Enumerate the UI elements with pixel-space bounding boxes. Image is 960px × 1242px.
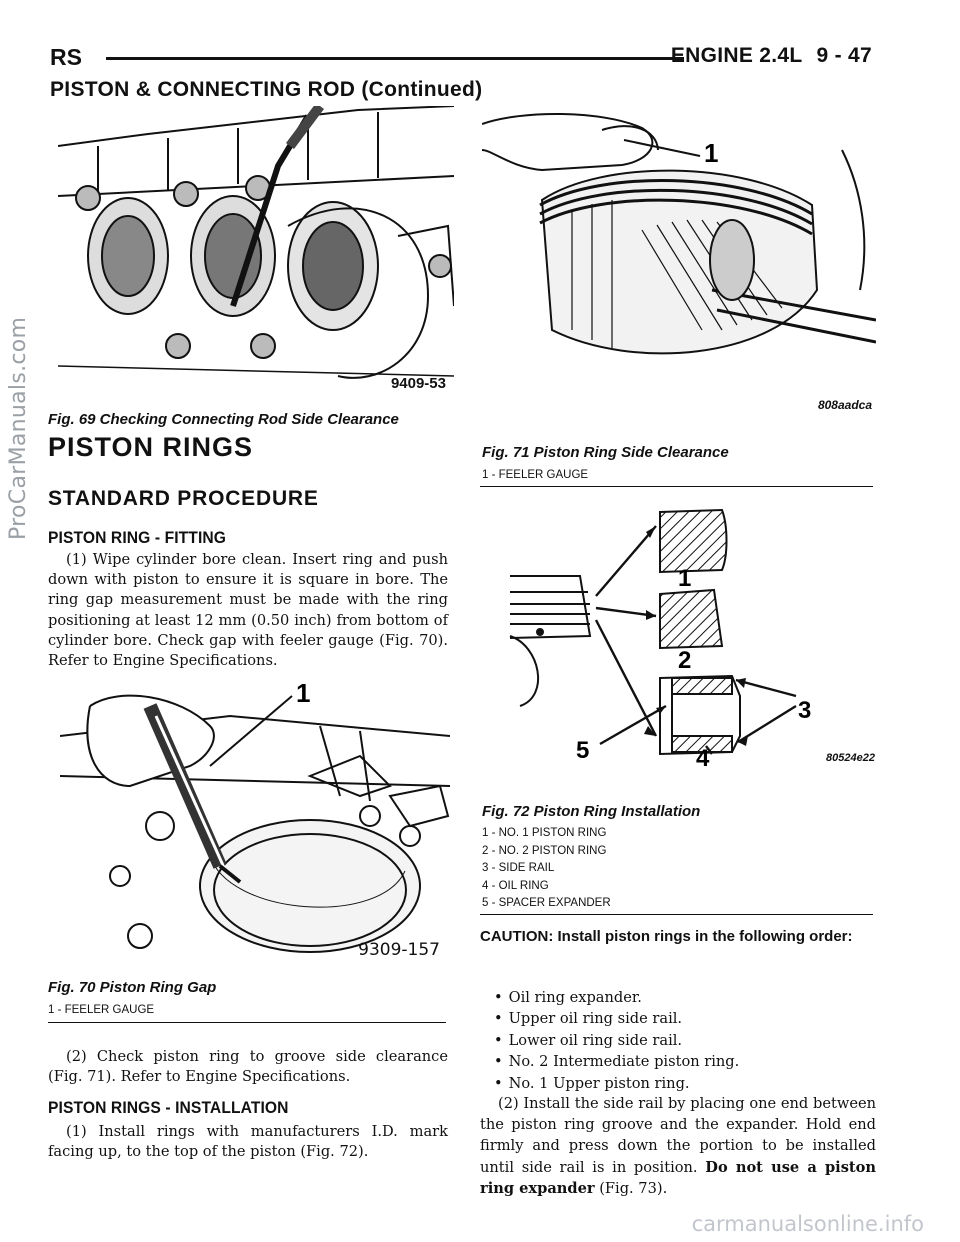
fig69-caption: Fig. 69 Checking Connecting Rod Side Clearance xyxy=(48,411,399,428)
continued-title: PISTON & CONNECTING ROD (Continued) xyxy=(50,78,483,101)
header-title xyxy=(671,44,872,68)
page-number: 9 - 47 xyxy=(816,44,872,67)
fig72-rule xyxy=(480,914,873,915)
fitting-step-1: (1) Wipe cylinder bore clean. Insert ring and push down with piston to ensure it is square in bore. The ring gap measurement must be made with the ring positioning at least 12 mm (0.50 inch) from bottom of cylinder bore. Check gap with feeler gauge (Fig. 70). Refer to Engine Specifications. xyxy=(48,551,448,670)
fig72-legend-item-1: 1 - NO. 1 PISTON RING xyxy=(482,827,607,839)
fig70-callout-1: 1 xyxy=(296,678,311,708)
section-subtitle: STANDARD PROCEDURE xyxy=(48,487,319,510)
fig72-callout-5: 5 xyxy=(576,737,590,764)
fitting-heading: PISTON RING - FITTING xyxy=(48,528,227,547)
fig72-callout-2: 2 xyxy=(678,647,692,674)
list-item: • No. 2 Intermediate piston ring. xyxy=(494,1051,874,1072)
fig70-rule xyxy=(48,1022,446,1023)
fig72-callout-3: 3 xyxy=(798,697,812,724)
fig72-legend-item-5: 5 - SPACER EXPANDER xyxy=(482,897,611,909)
side-watermark: ProCarManuals.com xyxy=(6,316,31,540)
fig70-caption: Fig. 70 Piston Ring Gap xyxy=(48,979,217,996)
install-step-2-warning: Do not use a piston ring expander xyxy=(480,1158,877,1197)
list-item: • No. 1 Upper piston ring. xyxy=(494,1073,874,1094)
fig72-code: 80524e22 xyxy=(826,752,875,764)
fig71-code: 808aadca xyxy=(817,398,872,412)
fig72-legend xyxy=(482,825,611,913)
fig70-legend xyxy=(48,1002,154,1020)
fig72-legend-item-4: 4 - OIL RING xyxy=(482,879,549,892)
install-step-2-text: (2) Install the side rail by placing one end between the piston ring groove and the expander. Hold end firmly and press down the portion to be installed until side rail is in position. xyxy=(480,1095,876,1176)
list-item: • Upper oil ring side rail. xyxy=(494,1008,874,1029)
fig72-legend-item-3: 3 - SIDE RAIL xyxy=(482,862,555,874)
caution-note: CAUTION: Install piston rings in the following order: xyxy=(480,928,853,945)
install-step-2-ref: (Fig. 73). xyxy=(594,1179,668,1197)
fig71-caption: Fig. 71 Piston Ring Side Clearance xyxy=(482,444,729,461)
fig71-illustration xyxy=(482,110,876,410)
fig71-legend xyxy=(482,467,588,485)
fig72-legend-item-2: 2 - NO. 2 PISTON RING xyxy=(482,844,607,857)
install-step-2 xyxy=(480,1093,876,1199)
fig69-code: 9409-53 xyxy=(390,375,446,392)
fig70-illustration xyxy=(60,676,450,972)
header-section-code: RS xyxy=(50,44,82,70)
install-step-1: (1) Install rings with manufacturers I.D. mark facing up, to the top of the piston (Fig. 72). xyxy=(48,1123,448,1161)
section-title: PISTON RINGS xyxy=(48,432,254,462)
fig70-code: 9309-157 xyxy=(358,940,440,960)
install-order-list xyxy=(494,987,874,1094)
header-chapter: ENGINE 2.4L xyxy=(670,44,803,67)
list-item: • Oil ring expander. xyxy=(494,987,874,1008)
fig70-legend-item: 1 - FEELER GAUGE xyxy=(48,1004,155,1016)
install-heading: PISTON RINGS - INSTALLATION xyxy=(48,1098,289,1117)
fitting-step-2: (2) Check piston ring to groove side clearance (Fig. 71). Refer to Engine Specifications. xyxy=(48,1048,448,1086)
header-rule xyxy=(106,57,684,60)
fig71-rule xyxy=(480,486,873,487)
fig69-illustration xyxy=(58,106,454,398)
fig72-callout-1: 1 xyxy=(678,565,692,592)
list-item: • Lower oil ring side rail. xyxy=(494,1030,874,1051)
fig71-legend-item: 1 - FEELER GAUGE xyxy=(482,469,589,481)
fig72-caption: Fig. 72 Piston Ring Installation xyxy=(482,803,701,820)
footer-watermark: carmanualsonline.info xyxy=(691,1212,924,1236)
fig72-callout-4: 4 xyxy=(696,745,710,766)
fig72-illustration xyxy=(500,496,875,766)
fig71-callout-1: 1 xyxy=(704,138,719,168)
